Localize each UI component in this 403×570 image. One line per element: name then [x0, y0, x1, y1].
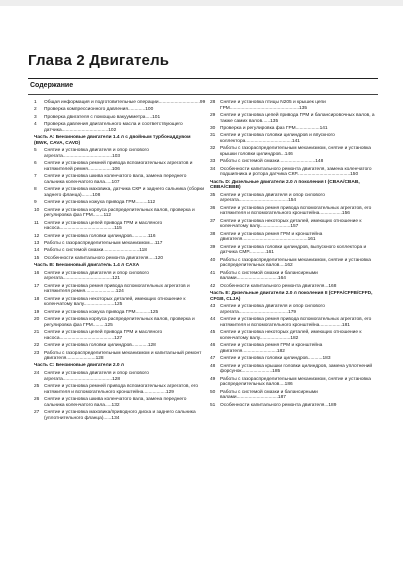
toc-section-heading: Часть D: Дизельные двигатели 2.0 л поколения I (CBAA/CBAB, CBBA/CBBB): [210, 179, 360, 191]
toc-entry-number: 18: [34, 296, 40, 302]
top-bar: [0, 0, 403, 6]
toc-entry-text: Снятие и установка ремней привода вспомогательных агрегатов, его натяжителя и вспомогательного кронштейна.................129: [44, 384, 199, 395]
toc-right-column: [210, 100, 382, 410]
toc-entry: [210, 258, 382, 269]
toc-entry-text: Работы с газораспределительным механизмом и капитальный ремонт двигателя......................128: [44, 350, 202, 362]
toc-entry-number: 35: [210, 192, 216, 198]
toc-entry: [34, 271, 206, 282]
toc-entry: [34, 371, 206, 382]
toc-entry-number: 36: [210, 205, 216, 211]
toc-section-heading: Часть С: Бензиновые двигатели 2.0 л: [34, 363, 124, 369]
toc-entry-number: 8: [34, 187, 37, 193]
toc-entry-text: Снятие и установка двигателя и опор силового агрегата.....................................121: [44, 270, 149, 282]
toc-entry: [34, 221, 206, 232]
toc-entry-number: 14: [34, 248, 40, 254]
toc-entry-number: 42: [210, 283, 216, 289]
toc-entry-text: Снятие и установка ремня привода вспомогательных агрегатов и натяжителя ремня.......................124: [44, 283, 190, 295]
toc-entry-number: 2: [34, 107, 37, 113]
toc-entry-text: Снятие и установка головки цилиндров............128: [44, 343, 156, 349]
toc-entry-number: 40: [210, 257, 216, 263]
toc-entry-number: 37: [210, 218, 216, 224]
toc-entry: [34, 161, 206, 172]
toc-entry-text: Снятие и установка кожуха привода ГРМ...........125: [44, 309, 159, 315]
toc-entry-number: 12: [34, 233, 40, 239]
toc-entry: [210, 271, 382, 282]
toc-entry-number: 49: [210, 376, 216, 382]
toc-entry-text: Снятие и установка шкива коленчатого вала, замена переднего сальника коленчатого вала.....107: [44, 174, 187, 185]
toc-entry: [210, 364, 382, 375]
toc-entry-text: Снятие и установка маховика, датчика СКР и заднего сальника (сборки заднего фланца)........108: [44, 187, 205, 198]
toc-entry: [34, 234, 206, 240]
toc-entry: [34, 330, 206, 341]
toc-entry-text: Снятие и установка головки цилиндров............116: [44, 233, 156, 239]
toc-entry-text: Работы с газораспределительным механизмом, снятие и установка распределительных валов....162: [220, 257, 371, 269]
toc-entry-number: 41: [210, 270, 216, 276]
toc-entry-number: 6: [34, 161, 37, 167]
toc-entry: [34, 122, 206, 133]
toc-entry: [210, 377, 382, 388]
toc-entry-text: Снятие и установка двигателя и опор силового агрегата.....................................154: [220, 192, 325, 204]
toc-entry-text: Снятие и установка цепей привода ГРМ и масляного насоса.........................................127: [44, 330, 163, 341]
toc-entry-text: Снятие и установка некоторых деталей, имеющих отношение к коленчатому валу.......................157: [220, 218, 362, 230]
toc-entry-text: Снятие и установка двигателя и опор силового агрегата.....................................128: [44, 371, 149, 382]
toc-entry-text: Снятие и установка головки цилиндров и впускного коллектора...................................141: [220, 133, 335, 144]
toc-entry-text: Снятие и установка птицы N205 и крышек цепи ГРМ....................................................135: [220, 100, 326, 111]
toc-entry: [34, 208, 206, 219]
toc-entry: [34, 115, 206, 121]
toc-entry-text: Работы с системой смазки...........................148: [220, 159, 324, 165]
toc-entry: [34, 397, 206, 408]
toc-entry: [34, 174, 206, 185]
toc-entry-number: 46: [210, 343, 216, 349]
toc-entry-text: Особенности капитального ремонта двигателя.....120: [44, 255, 164, 261]
toc-entry-number: 33: [210, 159, 216, 165]
toc-entry-text: Снятие и установка шкива коленчатого вала, замена переднего сальника коленчатого вала.....132: [44, 397, 187, 408]
toc-entry: [210, 100, 382, 111]
toc-entry-number: 30: [210, 125, 216, 131]
toc-entry-text: Снятие и установка цепей привода ГРМ и масляного насоса.........................................115: [44, 220, 163, 232]
toc-entry-number: 43: [210, 304, 216, 310]
toc-entry-number: 5: [34, 148, 37, 154]
toc-entry: [34, 241, 206, 247]
toc-entry-text: Общая информация и подготовительные операции...............................99: [44, 100, 206, 105]
toc-entry: [210, 206, 382, 217]
toc-entry-number: 24: [34, 371, 40, 377]
toc-entry-text: Проверка и регулировка фаз ГРМ..................141: [220, 125, 328, 131]
toc-entry: [210, 284, 382, 290]
toc-entry-number: 28: [210, 100, 216, 105]
toc-section-heading: Часть В: Бензиновый двигатель 1.4 л CAXA: [34, 263, 140, 269]
toc-entry: [34, 256, 206, 262]
toc-entry: [210, 113, 382, 124]
toc-entry-number: 47: [210, 356, 216, 362]
toc-entry-number: 20: [34, 317, 40, 323]
toc-entry-text: Снятие и установка крышки головки цилиндров, замена уплотнений форсунок.......................185: [220, 363, 373, 375]
toc-entry-number: 34: [210, 166, 216, 172]
toc-entry: [210, 219, 382, 230]
toc-entry-number: 7: [34, 174, 37, 180]
toc-entry-text: Проверка двигателя с помощью вакуумметра.....101: [44, 114, 161, 120]
toc-entry-number: 31: [210, 133, 216, 139]
toc-entry: [34, 107, 206, 113]
toc-entry-text: Снятие и установка цепей привода ГРМ и балансировочных валов, а также самих валов......135: [220, 112, 375, 124]
toc-entry: [210, 390, 382, 401]
toc-entry: [210, 193, 382, 204]
toc-entry-number: 9: [34, 200, 37, 206]
toc-entry-number: 39: [210, 244, 216, 250]
toc-entry-number: 45: [210, 330, 216, 336]
toc-entry-number: 17: [34, 283, 40, 289]
toc-entry: [210, 403, 382, 409]
toc-entry-number: 13: [34, 241, 40, 247]
toc-entry-number: 51: [210, 402, 216, 408]
toc-entry-text: Работы с системой смазки и балансирными валами...............................187: [220, 389, 318, 401]
toc-entry-text: Снятие и установка двигателя и опор силового агрегата.....................................179: [220, 304, 325, 315]
toc-entry: [210, 304, 382, 315]
toc-entry: [34, 148, 206, 159]
title-divider: [28, 78, 378, 79]
toc-entry-text: Снятие и установка корпуса распределительных валов, проверка и регулировка фаз ГРМ.........125: [44, 317, 195, 328]
toc-entry-text: Проверка давления двигательного масла и соответствующего датчика...................................102: [44, 122, 183, 133]
toc-entry: [34, 248, 206, 254]
toc-entry-number: 15: [34, 255, 40, 261]
toc-entry-number: 4: [34, 122, 37, 128]
toc-entry-number: 23: [34, 350, 40, 356]
contents-heading: Содержание: [30, 82, 74, 89]
toc-entry-text: Снятие и установка ремней привода вспомогательных агрегатов и натяжителей ремня..................106: [44, 161, 193, 172]
toc-entry-text: Работы с газораспределительным механизмом, снятие и установка распределительных валов....186: [220, 376, 371, 388]
toc-entry-text: Особенности капитального ремонта двигателя...168: [220, 283, 337, 289]
toc-entry-text: Работы с системой смазки и балансирными валами...............................164: [220, 270, 318, 282]
toc-entry-text: Снятие и установка ремня привода вспомогательных агрегатов, его натяжителя и вспомогательного кронштейна.................181: [220, 317, 372, 328]
toc-entry: [210, 232, 382, 243]
toc-entry-text: Проверка компрессионного давления.............100: [44, 107, 154, 113]
toc-entry: [210, 245, 382, 256]
toc-entry: [34, 310, 206, 316]
toc-entry-number: 44: [210, 317, 216, 323]
chapter-title: Глава 2 Двигатель: [28, 52, 170, 69]
toc-entry: [34, 351, 206, 362]
toc-entry-text: Снятие и установка двигателя и опор силового агрегата.....................................103: [44, 148, 149, 159]
toc-entry-text: Работы с системой смазки...........................118: [44, 248, 147, 254]
toc-entry-text: Особенности капитального ремонта двигателя, замена коленчатого подшипника и ротора датчика СКР........................................150: [220, 166, 372, 178]
toc-entry: [34, 343, 206, 349]
toc-section-heading: Часть E: Дизельные двигатели 2.0 л поколения II (CFFA/CFFB/CFFD, CFGB, CLJA): [210, 291, 373, 302]
toc-entry-text: Снятие и установка ремня привода вспомогательных агрегатов, его натяжителя и вспомогательного кронштейна.................156: [220, 205, 372, 217]
toc-entry-number: 48: [210, 363, 216, 369]
contents-divider: [28, 94, 378, 95]
toc-entry-number: 3: [34, 114, 37, 120]
toc-entry-text: Снятие и установка ремня ГРМ и кронштейна двигателя..........................182: [220, 343, 323, 354]
toc-entry: [210, 126, 382, 132]
toc-left-column: [34, 100, 206, 423]
toc-entry: [34, 200, 206, 206]
toc-entry-number: 10: [34, 207, 40, 213]
toc-entry: [34, 317, 206, 328]
toc-entry: [34, 410, 206, 421]
toc-entry-text: Снятие и установка головки цилиндров, выпускного коллектора и датчика СМР.............161: [220, 244, 367, 256]
toc-entry: [210, 343, 382, 354]
toc-entry-text: Работы с газораспределительным механизмом....117: [44, 241, 163, 247]
toc-entry-text: Снятие и установка кожуха привода ГРМ.........112: [44, 200, 156, 206]
toc-entry-text: Снятие и установка корпуса распределительных валов, проверка и регулировка фаз ГРМ........112: [44, 207, 195, 219]
toc-section-heading: Часть А: Бензиновые двигатели 1.4 л с двойным турбонаддувом (BWK, CAVA, CAVD): [34, 135, 191, 146]
toc-entry-number: 27: [34, 410, 40, 416]
toc-entry-number: 22: [34, 343, 40, 349]
toc-entry: [210, 356, 382, 362]
toc-entry-number: 29: [210, 112, 216, 118]
toc-entry: [210, 330, 382, 341]
toc-entry-number: 25: [34, 384, 40, 390]
toc-entry-number: 26: [34, 397, 40, 403]
toc-entry-number: 1: [34, 100, 37, 105]
toc-entry: [210, 159, 382, 165]
toc-entry-number: 11: [34, 220, 39, 226]
toc-entry-number: 50: [210, 389, 216, 395]
toc-entry-text: Снятие и установка некоторых деталей, имеющих отношение к коленчатому валу.......................182: [220, 330, 362, 341]
toc-entry: [210, 167, 382, 178]
toc-entry-number: 19: [34, 309, 40, 315]
toc-entry-number: 32: [210, 146, 216, 152]
toc-entry: [34, 100, 206, 106]
toc-entry-text: Снятие и установка маховика/приводного диска и заднего сальника (уплотнительного фланца)......134: [44, 410, 196, 421]
toc-entry: [210, 146, 382, 157]
toc-entry-number: 38: [210, 231, 216, 237]
toc-entry-text: Работы с газораспределительным механизмом, снятие и установка крышки головки цилиндров...146: [220, 146, 371, 157]
toc-entry: [34, 297, 206, 308]
toc-entry: [210, 133, 382, 144]
toc-entry-text: Особенности капитального ремонта двигателя...189: [220, 402, 337, 408]
toc-entry-number: 21: [34, 330, 40, 336]
toc-entry-text: Снятие и установка некоторых деталей, имеющих отношение к коленчатому валу.......................125: [44, 296, 186, 308]
toc-entry: [34, 284, 206, 295]
toc-entry: [34, 187, 206, 198]
toc-entry-number: 16: [34, 270, 40, 276]
toc-entry-text: Снятие и установка головки цилиндров...........183: [220, 356, 331, 362]
toc-entry: [34, 384, 206, 395]
toc-entry: [210, 317, 382, 328]
toc-entry-text: Снятие и установка ремня ГРМ и кронштейна двигателя.................................................161: [220, 231, 323, 243]
